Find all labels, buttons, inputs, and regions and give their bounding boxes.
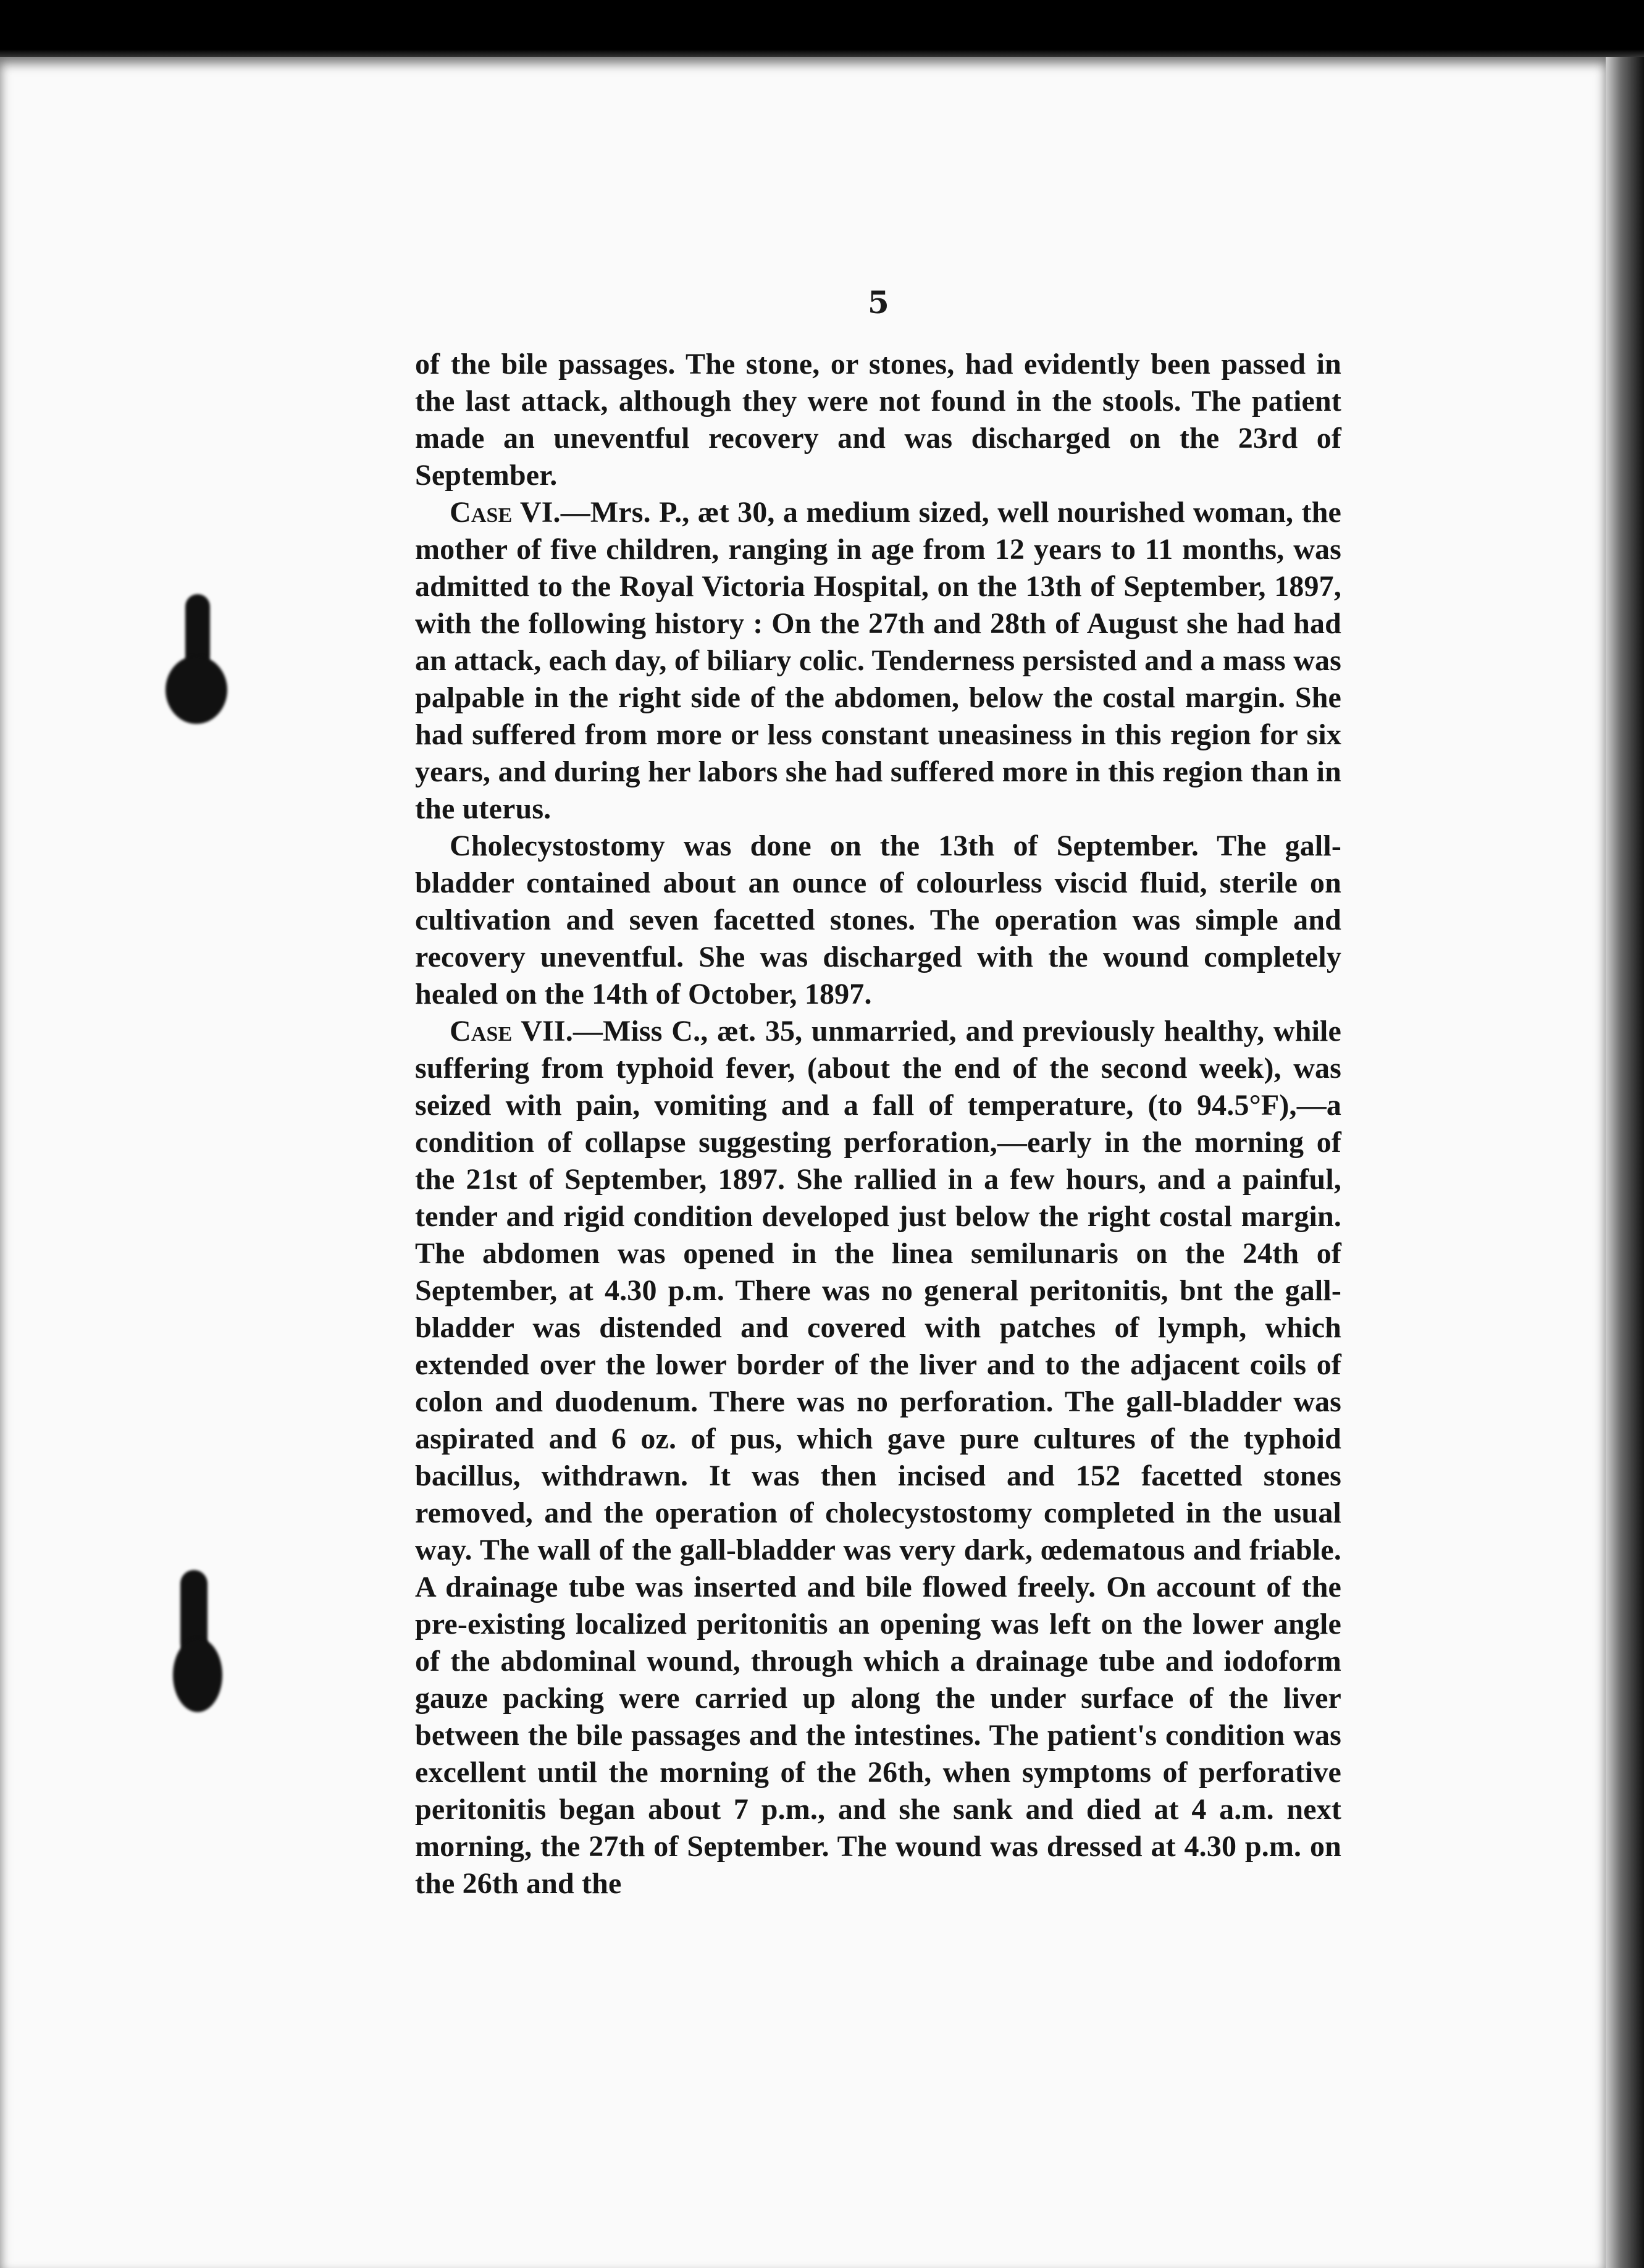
paragraph-case-vii xyxy=(415,1013,1341,1902)
paragraph-continuation xyxy=(415,346,1341,494)
paragraph-text: of the bile passages. The stone, or stones, had evidently been passed in the last attack, although they were not found in the stools. The patient made an uneventful recovery and was discharged on the 23rd of September. xyxy=(415,348,1341,492)
paragraph-cholecystostomy xyxy=(415,828,1341,1013)
paragraph-case-vi xyxy=(415,494,1341,828)
binding-mark-upper-blob xyxy=(166,656,227,724)
page-edge-shadow xyxy=(1606,57,1644,2268)
binding-mark-lower-blob xyxy=(173,1638,222,1712)
paragraph-text: Cholecystostomy was done on the 13th of September. The gall-bladder contained about an ounce of colourless viscid fluid, sterile on cultivation and seven facetted stones. The operation was simple and recovery uneventful. She was discharged with the wound completely healed on the 14th of October, 1897. xyxy=(415,830,1341,1010)
case-heading: Case VII. xyxy=(450,1015,573,1048)
body-text xyxy=(415,346,1341,1902)
scan-top-border xyxy=(0,0,1644,62)
page-number: 5 xyxy=(868,284,889,321)
paragraph-text: —Mrs. P., æt 30, a medium sized, well nourished woman, the mother of five children, ranging in age from 12 years to 11 months, was admitted to the Royal Victoria Hospital, on the 13th of September, 1897, with the following history : On the 27th and 28th of August she had had an attack, each day, of biliary colic. Tenderness persisted and a mass was palpable in the right side of the abdomen, below the costal margin. She had suffered from more or less constant uneasiness in this region for six years, and during her labors she had suffered more in this region than in the uterus. xyxy=(415,496,1341,825)
case-heading: Case VI. xyxy=(450,496,561,529)
paragraph-text: —Miss C., æt. 35, unmarried, and previously healthy, while suffering from typhoid fever, (about the end of the second week), was seized with pain, vomiting and a fall of temperature, (to 94.5°F),—a condition of collapse suggesting perforation,—early in the morning of the 21st of September, 1897. She rallied in a few hours, and a painful, tender and rigid condition developed just below the right costal margin. The abdomen was opened in the linea semilunaris on the 24th of September, at 4.30 p.m. There was no general peritonitis, bnt the gall-bladder was distended and covered with patches of lymph, which extended over the lower border of the liver and to the adjacent coils of colon and duodenum. There was no perforation. The gall-bladder was aspirated and 6 oz. of pus, which gave pure cultures of the typhoid bacillus, withdrawn. It was then incised and 152 facetted stones removed, and the operation of cholecystostomy completed in the usual way. The wall of the gall-bladder was very dark, œdematous and friable. A drainage tube was inserted and bile flowed freely. On account of the pre-existing localized peritonitis an opening was left on the lower angle of the abdominal wound, through which a drainage tube and iodoform gauze packing were carried up along the under surface of the liver between the bile passages and the intestines. The patient's condition was excellent until the morning of the 26th, when symptoms of perforative peritonitis began about 7 p.m., and she sank and died at 4 a.m. next morning, the 27th of September. The wound was dressed at 4.30 p.m. on the 26th and the xyxy=(415,1015,1341,1900)
